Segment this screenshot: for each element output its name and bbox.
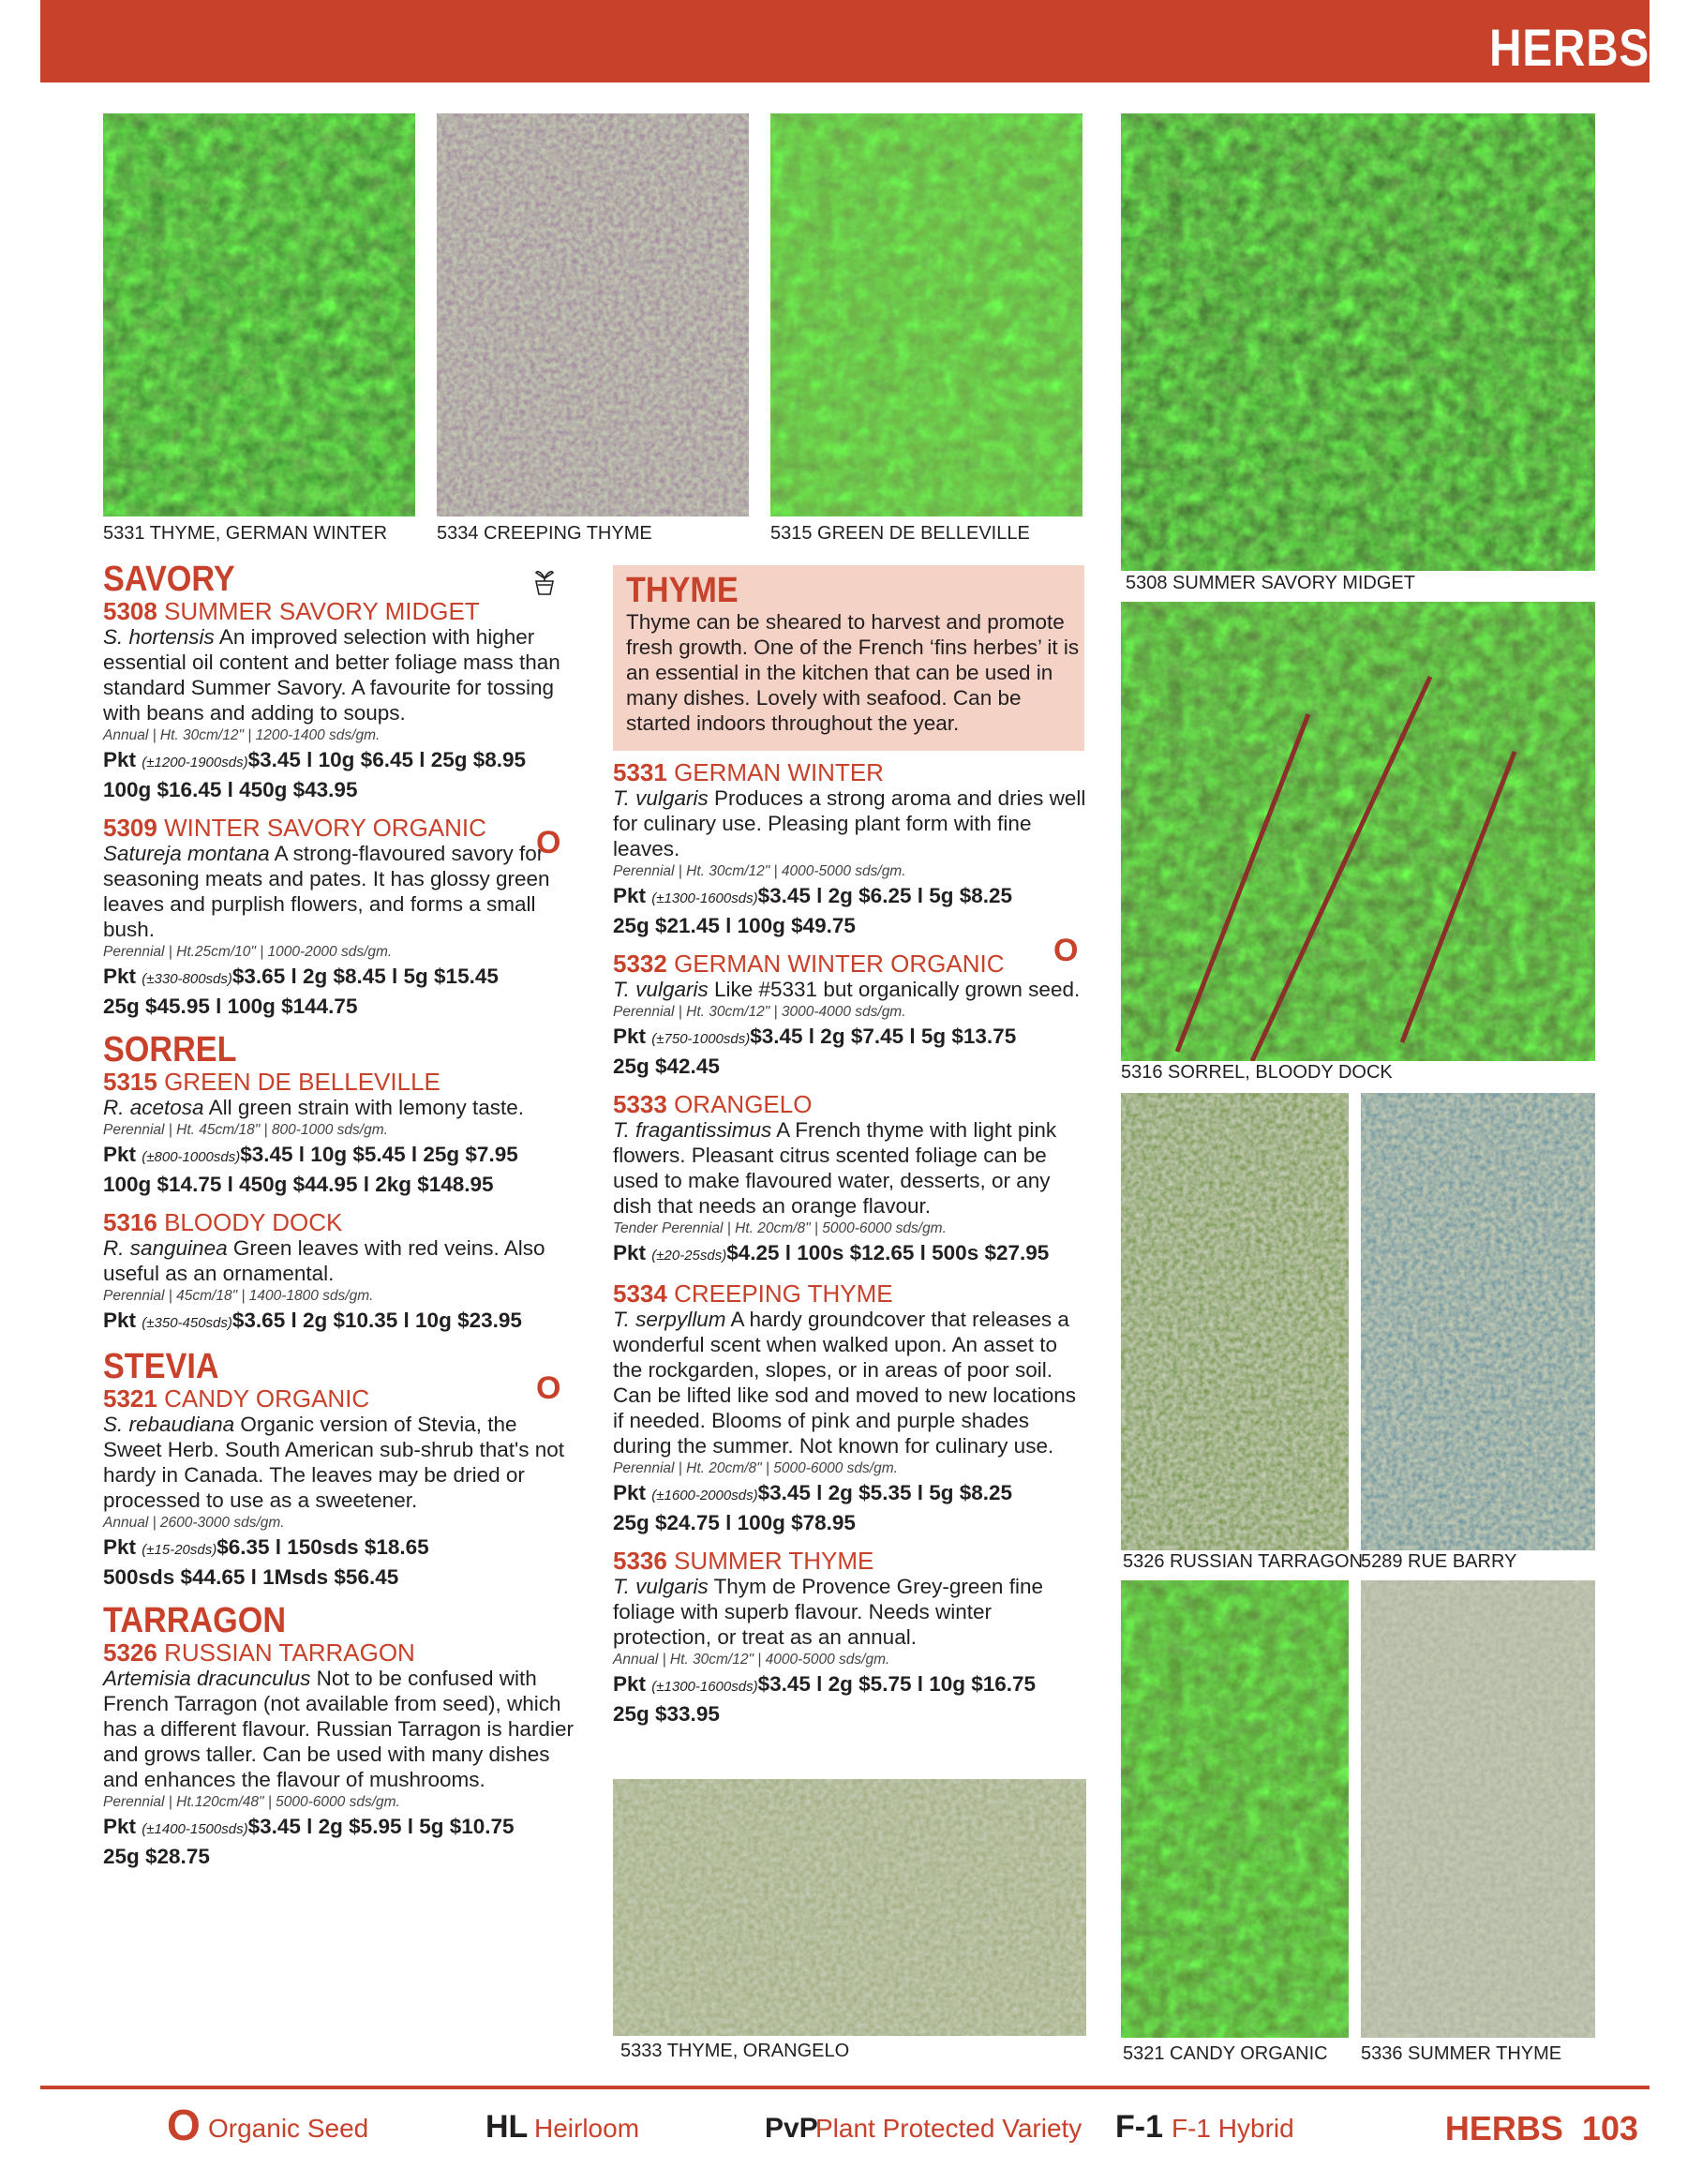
pvp-icon: PvP (765, 2113, 818, 2144)
entry-price: Pkt (±20-25sds)$4.25 l 100s $12.65 l 500s $27.95 (613, 1241, 1050, 1264)
entry-description: S. rebaudiana Organic version of Stevia, the Sweet Herb. South American sub-shrub that's not hardy in Canada. The leaves may be dried or processed to use as a sweetener. (103, 1413, 565, 1512)
entry-description: Satureja montana A strong-flavoured savory for seasoning meats and pates. It has glossy green leaves and purplish flowers, and forms a small bush. (103, 842, 550, 941)
entry-price-line2: 25g $21.45 l 100g $49.75 (613, 914, 856, 937)
container-pot-icon (533, 567, 556, 595)
photo-5316-sorrel-bloody-dock (1121, 602, 1595, 1061)
entry-price-line2: 500sds $44.65 l 1Msds $56.45 (103, 1565, 399, 1589)
entry-5333 (613, 1091, 1086, 1269)
legend-pvp-label: Plant Protected Variety (815, 2114, 1082, 2143)
entry-spec: Perennial | Ht. 45cm/18" | 800-1000 sds/gm. (103, 1122, 388, 1138)
caption-5315: 5315 GREEN DE BELLEVILLE (770, 523, 1030, 544)
entry-5316 (103, 1209, 581, 1337)
entry-title: 5332 GERMAN WINTER ORGANIC (613, 950, 1005, 978)
entry-title: 5326 RUSSIAN TARRAGON (103, 1638, 415, 1667)
entry-5326 (103, 1639, 581, 1870)
entry-5334 (613, 1280, 1086, 1536)
organic-icon: O (536, 1370, 561, 1406)
entry-spec: Perennial | Ht. 30cm/12" | 4000-5000 sds/gm. (613, 863, 906, 879)
organic-icon: O (536, 825, 561, 860)
photo-5315-green-de-belleville (770, 113, 1082, 516)
entry-price-line2: 100g $14.75 l 450g $44.95 l 2kg $148.95 (103, 1173, 494, 1196)
entry-5332 (613, 950, 1086, 1080)
entry-price-line2: 100g $16.45 l 450g $43.95 (103, 778, 358, 801)
entry-spec: Annual | 2600-3000 sds/gm. (103, 1515, 285, 1531)
entry-price-line2: 25g $24.75 l 100g $78.95 (613, 1511, 856, 1534)
photo-5326-russian-tarragon (1121, 1093, 1349, 1550)
entry-title: 5321 CANDY ORGANIC (103, 1384, 370, 1413)
entry-price-line2: 25g $45.95 l 100g $144.75 (103, 995, 358, 1018)
entry-price: Pkt (±1300-1600sds)$3.45 l 2g $5.75 l 10g $16.75 (613, 1672, 1037, 1696)
category-title-thyme: THYME (626, 571, 739, 610)
entry-title: 5316 BLOODY DOCK (103, 1208, 343, 1236)
left-column (103, 561, 581, 1881)
footer-section-title: HERBS (1444, 2109, 1563, 2147)
legend-heirloom-label: Heirloom (534, 2114, 640, 2143)
entry-price-line2: 25g $28.75 (103, 1845, 210, 1868)
caption-5308: 5308 SUMMER SAVORY MIDGET (1126, 573, 1415, 593)
caption-5316: 5316 SORREL, BLOODY DOCK (1121, 1062, 1393, 1083)
entry-description: T. serpyllum A hardy groundcover that releases a wonderful scent when walked upon. An asset to the rockgarden, slopes, or in areas of poor soil. Can be lifted like sod and moved to new locations if needed. Blooms of pink and purple shades during the summer. Not known for culinary use. (613, 1308, 1077, 1458)
entry-price-line2: 25g $42.45 (613, 1055, 720, 1078)
organic-icon: O (1053, 933, 1079, 968)
entry-description: S. hortensis An improved selection with higher essential oil content and better foliage mass than standard Summer Savory. A favourite for tossing with beans and adding to soups. (103, 625, 560, 725)
entry-price: Pkt (±330-800sds)$3.65 l 2g $8.45 l 5g $15.45 (103, 965, 499, 988)
page-footer (1445, 2109, 1638, 2148)
entry-5321 (103, 1385, 581, 1591)
entry-description: Artemisia dracunculus Not to be confused with French Tarragon (not available from seed), which has a different flavour. Russian Tarragon is hardier and grows taller. Can be used with many dishes and enhances the flavour of mushrooms. (103, 1667, 574, 1791)
caption-5289: 5289 RUE BARRY (1361, 1551, 1517, 1572)
category-title-tarragon: TARRAGON (103, 1601, 287, 1640)
entry-description: T. vulgaris Like #5331 but organically grown seed. (613, 978, 1081, 1001)
entry-price: Pkt (±1400-1500sds)$3.45 l 2g $5.95 l 5g $10.75 (103, 1815, 515, 1838)
photo-5289-rue-barry (1361, 1093, 1595, 1550)
entry-price: Pkt (±1300-1600sds)$3.45 l 2g $6.25 l 5g $8.25 (613, 884, 1013, 907)
caption-5336: 5336 SUMMER THYME (1361, 2043, 1562, 2064)
entry-price: Pkt (±1600-2000sds)$3.45 l 2g $5.35 l 5g $8.25 (613, 1481, 1013, 1504)
entry-spec: Perennial | Ht. 20cm/8" | 5000-6000 sds/gm. (613, 1460, 898, 1476)
organic-icon: O (167, 2101, 201, 2149)
entry-price: Pkt (±750-1000sds)$3.45 l 2g $7.45 l 5g $13.75 (613, 1025, 1017, 1048)
legend-f1-label: F-1 Hybrid (1172, 2114, 1294, 2143)
thyme-entries (613, 759, 1086, 1739)
entry-price-line2: 25g $33.95 (613, 1702, 720, 1726)
entry-5315 (103, 1069, 581, 1198)
header-bar (40, 0, 1650, 82)
photo-5331-german-winter-thyme (103, 113, 415, 516)
photo-5333-thyme-orangelo (613, 1779, 1086, 2036)
caption-5331: 5331 THYME, GERMAN WINTER (103, 523, 388, 544)
heirloom-icon: HL (485, 2109, 529, 2145)
category-title-stevia: STEVIA (103, 1347, 219, 1386)
category-title-savory: SAVORY (103, 560, 235, 599)
legend-organic-label: Organic Seed (208, 2114, 369, 2143)
entry-price: Pkt (±350-450sds)$3.65 l 2g $10.35 l 10g $23.95 (103, 1309, 522, 1332)
entry-description: T. vulgaris Thym de Provence Grey-green fine foliage with superb flavour. Needs winter protection, or treat as an annual. (613, 1575, 1043, 1649)
entry-spec: Tender Perennial | Ht. 20cm/8" | 5000-6000 sds/gm. (613, 1220, 947, 1236)
thyme-intro-text: Thyme can be sheared to harvest and promote fresh growth. One of the French ‘fins herbes’ it is an essential in the kitchen that can be used in many dishes. Lovely with seafood. Can be started indoors throughout the year. (626, 610, 1080, 735)
page-number: 103 (1581, 2109, 1638, 2147)
caption-5321: 5321 CANDY ORGANIC (1123, 2043, 1328, 2064)
page-header-title: HERBS (1489, 18, 1650, 77)
entry-title: 5309 WINTER SAVORY ORGANIC (103, 814, 486, 842)
entry-price: Pkt (±15-20sds)$6.35 l 150sds $18.65 (103, 1535, 429, 1559)
caption-5326: 5326 RUSSIAN TARRAGON (1123, 1551, 1364, 1572)
entry-description: T. vulgaris Produces a strong aroma and dries well for culinary use. Pleasing plant form with fine leaves. (613, 786, 1086, 860)
entry-price: Pkt (±800-1000sds)$3.45 l 10g $5.45 l 25g $7.95 (103, 1143, 518, 1166)
entry-spec: Perennial | Ht. 30cm/12" | 3000-4000 sds/gm. (613, 1004, 906, 1020)
footer-divider (40, 2086, 1650, 2089)
entry-5309 (103, 815, 581, 1020)
photo-5336-summer-thyme (1361, 1580, 1595, 2038)
caption-5333: 5333 THYME, ORANGELO (620, 2041, 850, 2061)
entry-description: R. sanguinea Green leaves with red veins. Also useful as an ornamental. (103, 1236, 545, 1285)
f1-hybrid-icon: F-1 (1115, 2109, 1163, 2145)
entry-5308 (103, 598, 581, 803)
photo-5308-summer-savory-midget (1121, 113, 1595, 571)
entry-title: 5333 ORANGELO (613, 1090, 813, 1118)
entry-title: 5336 SUMMER THYME (613, 1547, 874, 1575)
entry-title: 5334 CREEPING THYME (613, 1279, 893, 1308)
entry-title: 5308 SUMMER SAVORY MIDGET (103, 597, 480, 625)
entry-description: T. fragantissimus A French thyme with light pink flowers. Pleasant citrus scented foliage can be used to make flavoured water, desserts, or any dish that needs an orange flavour. (613, 1118, 1057, 1218)
caption-5334: 5334 CREEPING THYME (437, 523, 652, 544)
photo-5321-candy-organic (1121, 1580, 1349, 2038)
entry-title: 5331 GERMAN WINTER (613, 758, 884, 786)
middle-column (626, 572, 1085, 756)
entry-spec: Perennial | 45cm/18" | 1400-1800 sds/gm. (103, 1288, 374, 1304)
category-title-sorrel: SORREL (103, 1030, 237, 1070)
entry-description: R. acetosa All green strain with lemony taste. (103, 1096, 524, 1119)
photo-5334-creeping-thyme (437, 113, 749, 516)
entry-price: Pkt (±1200-1900sds)$3.45 l 10g $6.45 l 25g $8.95 (103, 748, 527, 771)
entry-title: 5315 GREEN DE BELLEVILLE (103, 1068, 440, 1096)
entry-spec: Perennial | Ht.25cm/10" | 1000-2000 sds/gm. (103, 944, 393, 960)
entry-spec: Annual | Ht. 30cm/12" | 1200-1400 sds/gm. (103, 727, 381, 743)
entry-5331 (613, 759, 1086, 939)
entry-spec: Perennial | Ht.120cm/48" | 5000-6000 sds/gm. (103, 1794, 400, 1810)
entry-5336 (613, 1548, 1086, 1728)
entry-spec: Annual | Ht. 30cm/12" | 4000-5000 sds/gm. (613, 1652, 890, 1668)
